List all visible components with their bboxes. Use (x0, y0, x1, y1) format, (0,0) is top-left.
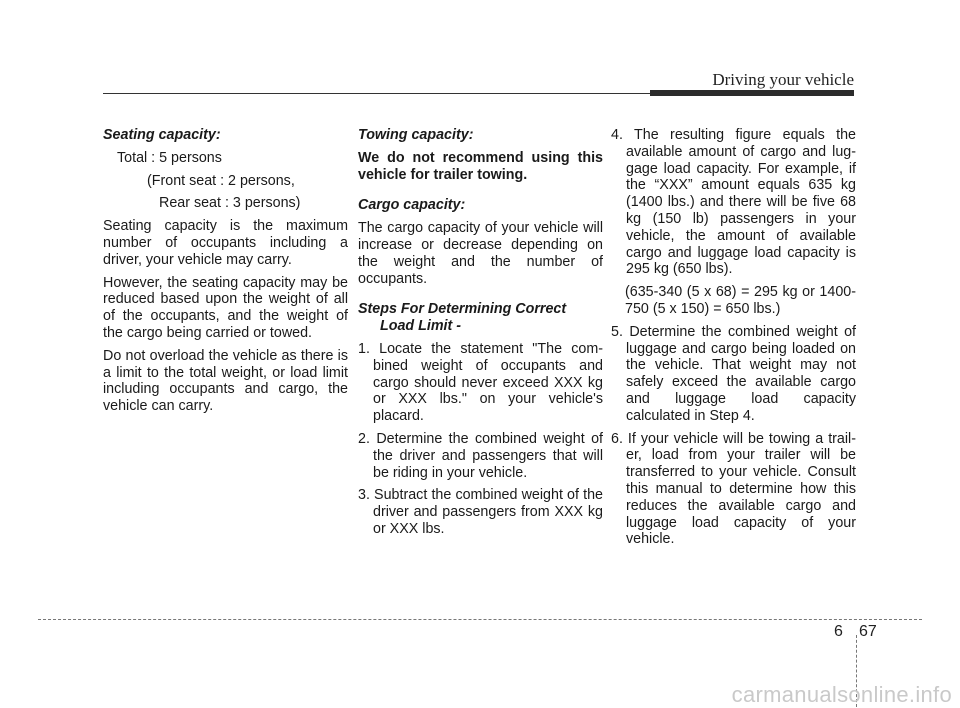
towing-warning: We do not recommend using this vehicle for trailer towing. (358, 149, 603, 183)
column-seating (103, 127, 348, 421)
cargo-capacity-heading: Cargo capacity: (358, 197, 466, 214)
total-persons: Total : 5 persons (117, 149, 222, 166)
chapter-number: 6 (834, 623, 843, 640)
example-calculation: (635-340 (5 x 68) = 295 kg or 1400-750 (5 x 150) = 650 lbs.) (625, 284, 856, 317)
watermark: carmanualsonline.info (731, 682, 952, 707)
front-seat-persons: (Front seat : 2 persons, (147, 172, 295, 189)
step-3: 3. Subtract the combined weight of the driver and passengers from XXX kg or XXX lbs. (358, 487, 603, 537)
towing-capacity-heading: Towing capacity: (358, 127, 474, 143)
cargo-paragraph: The cargo capacity of your vehicle will increase or decrease depending on the weight and the number of occupants. (358, 220, 603, 287)
column-steps (611, 127, 856, 554)
column-towing-cargo (358, 127, 603, 544)
step-6: 6. If your vehicle will be towing a trail-er, load from your trailer will be transferred to your vehicle. Consult this manual to determine how this reduces the available cargo and luggage load capacity of your vehicle. (611, 430, 856, 548)
step-1: 1. Locate the statement "The com-bined weight of occupants and cargo should never exceed XXX kg or XXX lbs." on your vehicle's placard. (358, 340, 603, 425)
step-2: 2. Determine the combined weight of the driver and passengers that will be riding in your vehicle. (358, 430, 603, 481)
seating-paragraph-3: Do not overload the vehicle as there is a limit to the total weight, or load limit including occupants and cargo, the vehicle can carry. (103, 347, 348, 415)
step-5: 5. Determine the combined weight of luggage and cargo being loaded on the vehicle. That weight may not safely exceed the available cargo and luggage load capacity calculated in Step 4. (611, 323, 856, 424)
section-title: Driving your vehicle (712, 70, 854, 89)
footer-divider (38, 619, 922, 620)
header-bar (650, 90, 854, 96)
seating-paragraph-2: However, the seating capacity may be reduced based upon the weight of all of the occupants, and the weight of the cargo being carried or towed. (103, 274, 348, 341)
page-number: 67 (859, 623, 877, 640)
rear-seat-persons: Rear seat : 3 persons) (159, 195, 301, 212)
seating-capacity-heading: Seating capacity: (103, 127, 221, 143)
steps-heading: Steps For Determining Correct Load Limit - (358, 301, 567, 335)
step-4: 4. The resulting figure equals the available amount of cargo and lug-gage load capacity. For example, if the “XXX” amount equals 635 kg (1400 lbs.) and there will be five 68 kg (150 lb) passengers in your vehicle, the amount of available cargo and luggage load capacity is 295 kg (650 lbs). (611, 127, 856, 278)
seating-paragraph-1: Seating capacity is the maximum number of occupants including a driver, your vehicle may carry. (103, 218, 348, 268)
